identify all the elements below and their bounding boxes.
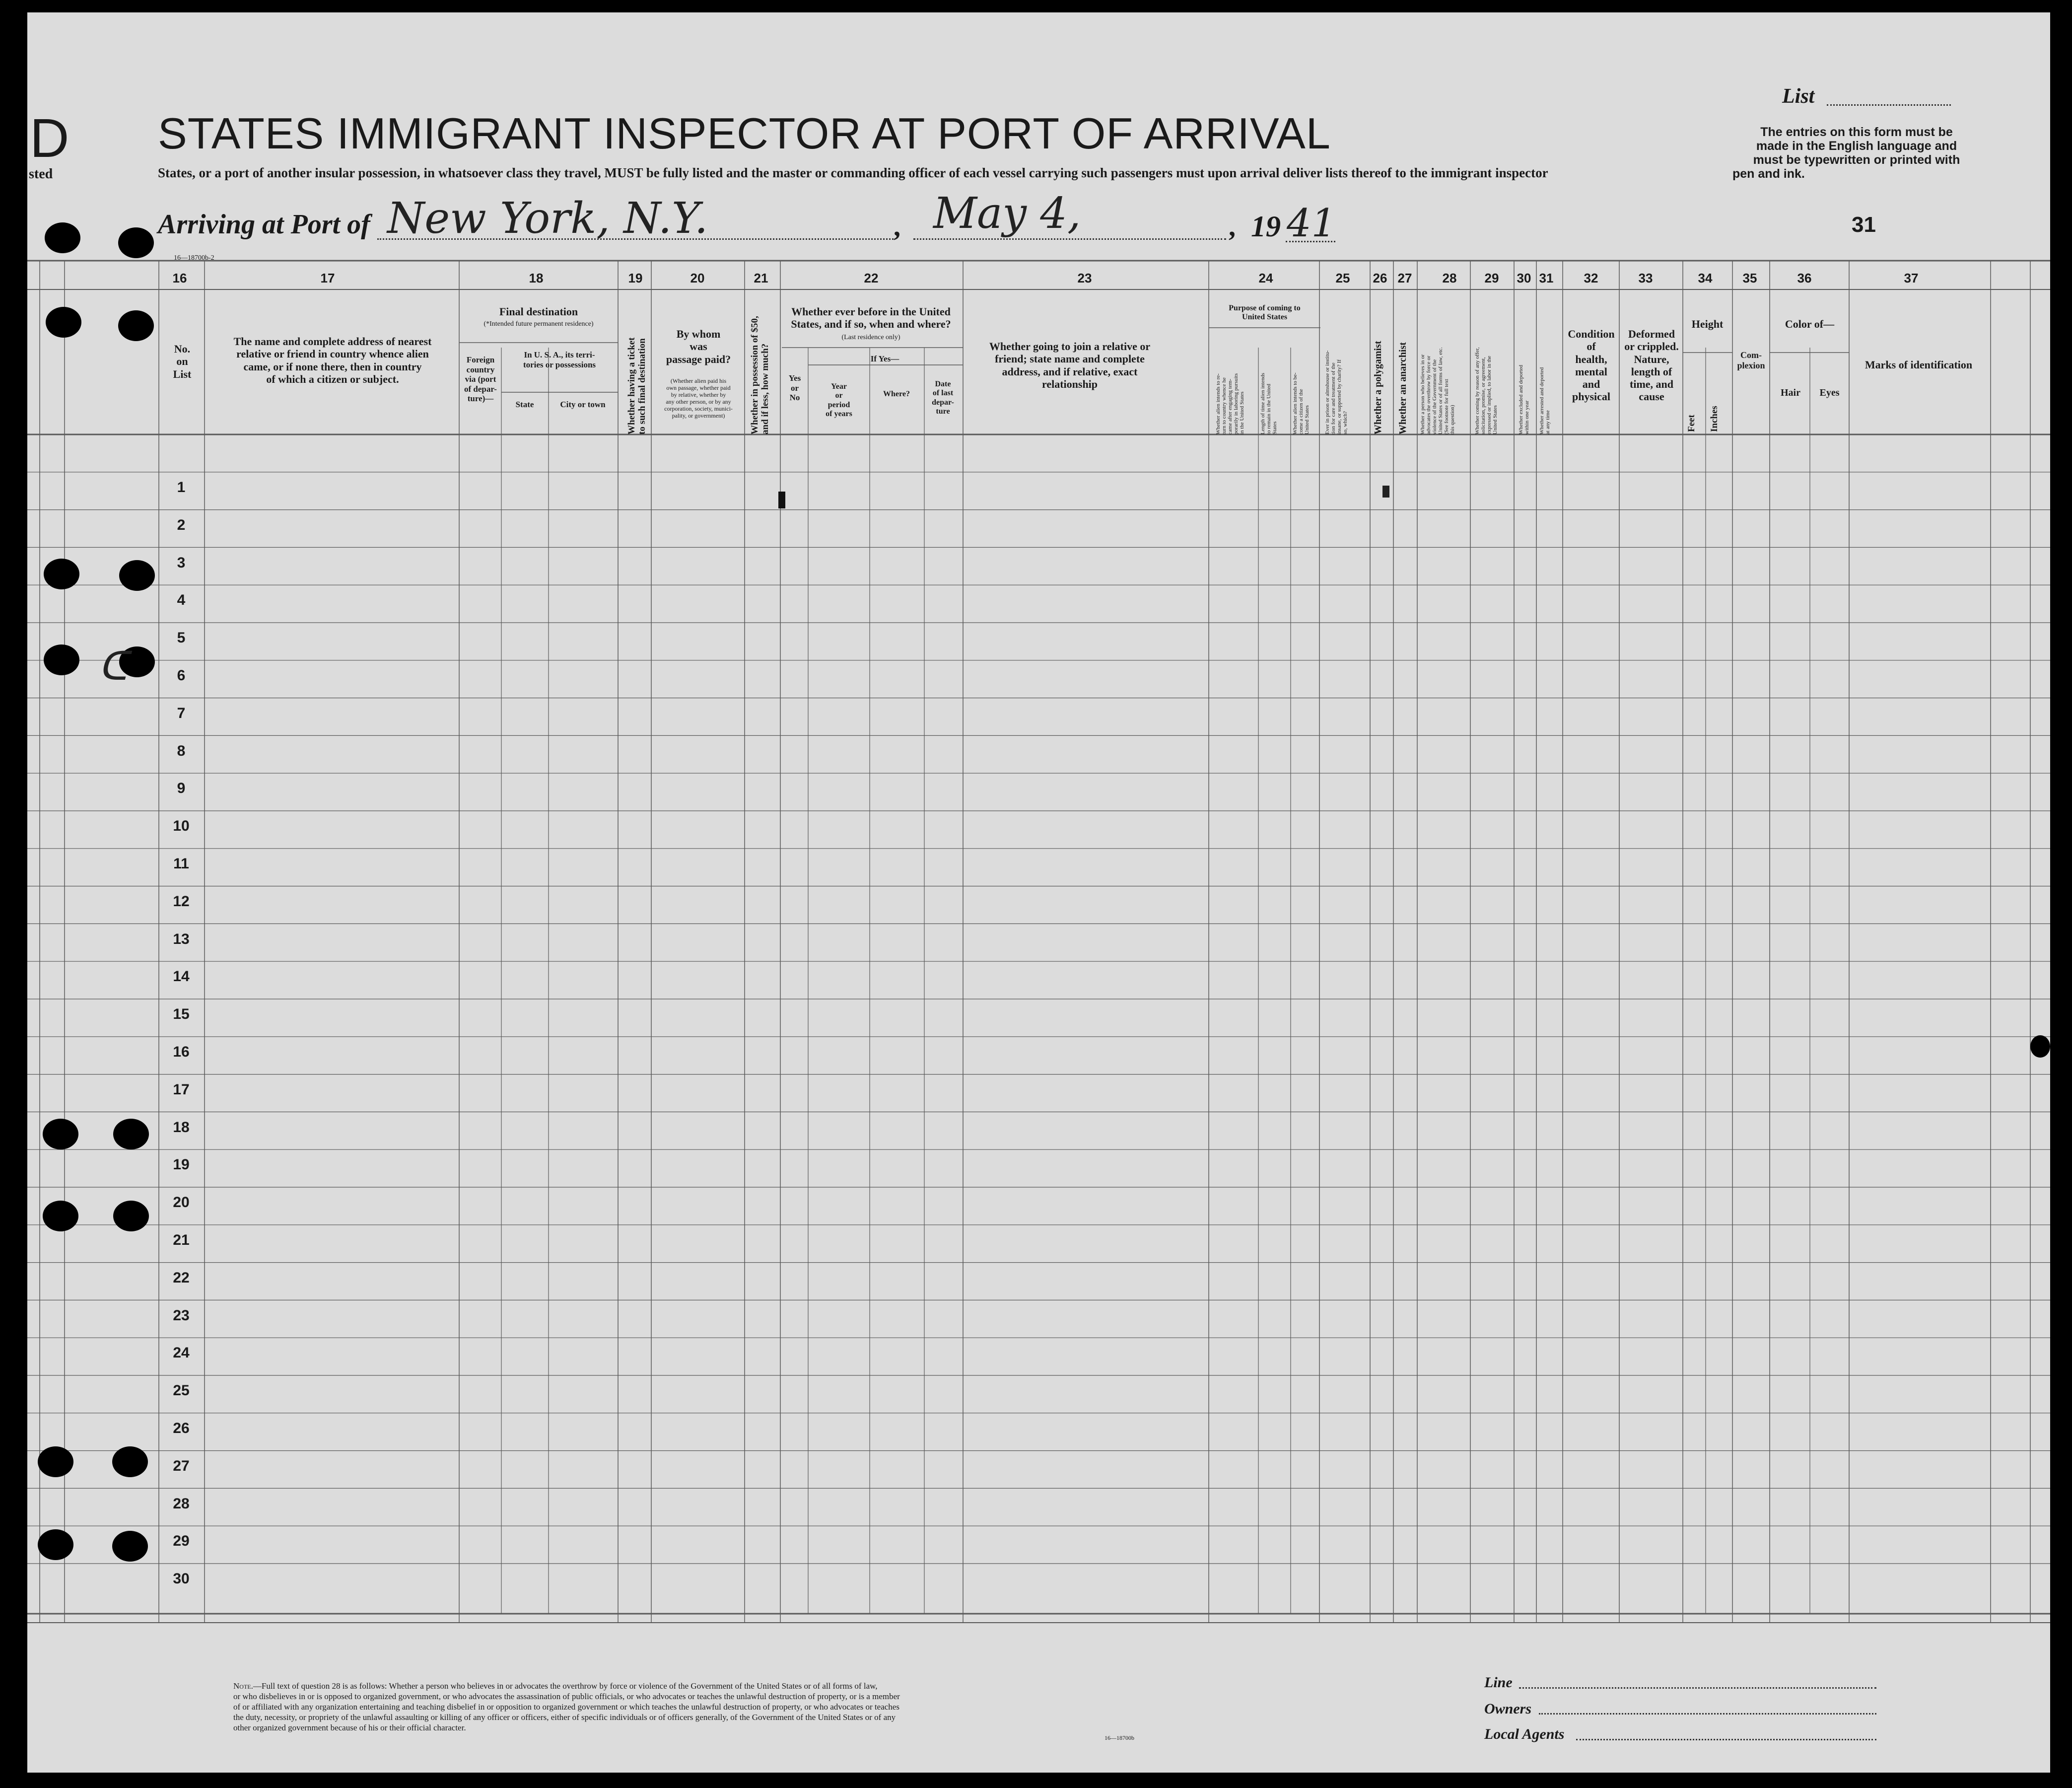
row-number: 2: [177, 516, 186, 533]
row-number: 13: [173, 930, 190, 947]
col-number-27: 27: [1397, 271, 1412, 286]
punch-hole: [44, 559, 79, 589]
punch-hole: [119, 560, 155, 591]
row-number: 20: [173, 1194, 190, 1211]
row-number: 25: [173, 1382, 190, 1399]
col-number-23: 23: [1077, 271, 1092, 286]
punch-hole: [113, 1119, 149, 1149]
row-number: 9: [177, 780, 186, 797]
form-number: 16—18700b: [1105, 1734, 1134, 1741]
col-number-18: 18: [529, 271, 544, 286]
instructions: The entries on this form must be made in the English language and must be typewritten or printed with pen and ink.: [1732, 125, 1960, 181]
punch-hole: [113, 1201, 149, 1231]
header-overthrow: Whether a person who believes in or advocates the overthrow by force or violence of the Government of the United States or of all forms of law, etc. (See footnote for full text this question): [1420, 347, 1455, 434]
col-number-16: 16: [172, 271, 187, 286]
row-number: 14: [173, 968, 190, 985]
header-year-period: Year or period of years: [826, 382, 852, 419]
row-number: 11: [173, 856, 189, 872]
owners-blank: [1539, 1713, 1876, 1715]
header-yes-or-no: Yes or No: [788, 373, 801, 403]
header-ever-before-note: (Last residence only): [841, 334, 900, 341]
header-anarchist: Whether an anarchist: [1397, 342, 1408, 434]
date-handwritten: May 4,: [933, 189, 1081, 238]
header-health: Condition of health, mental and physical: [1568, 328, 1615, 403]
local-agents-label: Local Agents: [1484, 1726, 1565, 1742]
line-label: Line: [1484, 1674, 1513, 1691]
row-number: 4: [177, 592, 186, 609]
year-printed: 19: [1251, 210, 1281, 243]
year-handwritten: 41: [1287, 201, 1336, 246]
header-passage-paid: By whom was passage paid?: [666, 328, 731, 365]
col-number-31: 31: [1539, 271, 1554, 286]
col-number-29: 29: [1484, 271, 1499, 286]
header-purpose-length: Length of time alien intends to remain in the United States: [1260, 372, 1278, 434]
header-height: Height: [1691, 318, 1724, 330]
header-purpose: Purpose of coming to United States: [1229, 304, 1301, 322]
col-number-30: 30: [1517, 271, 1531, 286]
header-city: City or town: [560, 400, 606, 409]
row-number: 7: [177, 705, 186, 721]
left-fragment-letter: D: [30, 108, 69, 169]
header-ticket: Whether having a ticket to such final destination: [626, 337, 647, 434]
ink-mark: [1382, 486, 1389, 498]
row-number: 23: [173, 1307, 190, 1324]
punch-hole: [45, 222, 80, 253]
header-complexion: Com- plexion: [1737, 350, 1765, 370]
header-where: Where?: [883, 390, 910, 398]
punch-hole: [118, 310, 154, 341]
header-foreign-country: Foreign country via (port of depar- ture)—: [464, 355, 497, 404]
col-number-25: 25: [1335, 271, 1350, 286]
header-polygamist: Whether a polygamist: [1373, 341, 1383, 434]
row-number: 26: [173, 1420, 190, 1436]
row-number: 21: [173, 1232, 190, 1248]
col-number-20: 20: [690, 271, 705, 286]
row-number: 12: [173, 893, 190, 910]
row-number: 15: [173, 1006, 190, 1023]
col-number-28: 28: [1442, 271, 1457, 286]
owners-label: Owners: [1484, 1701, 1532, 1717]
header-eyes: Eyes: [1819, 387, 1840, 398]
row-number: 6: [177, 667, 186, 684]
arriving-label: Arriving at Port of: [158, 209, 370, 240]
header-purpose-return: Whether alien intends to re- turn to country whence he came after engaging tem- porarily in laboring pursuits in the United States: [1215, 373, 1245, 434]
row-number: 28: [173, 1495, 190, 1512]
punch-hole: [38, 1529, 73, 1560]
header-final-destination: Final destination: [499, 305, 578, 318]
header-labor-offer: Whether coming by reason of any offer, solicitation, promise, or agreement, expressed or implied, to labor in the United States: [1474, 347, 1498, 434]
form-code-small: 16—18700b-2: [174, 254, 214, 262]
header-possession-50: Whether in possession of $50, and if less, how much?: [750, 316, 770, 434]
punch-hole: [38, 1446, 73, 1477]
row-number: 10: [173, 818, 190, 835]
header-nearest-relative: The name and complete address of nearest relative or friend in country whence alien came, or if none there, then in country of which a citizen or subject.: [233, 335, 432, 385]
punch-hole: [43, 1201, 78, 1231]
page-title: STATES IMMIGRANT INSPECTOR AT PORT OF ARRIVAL: [158, 109, 1331, 158]
header-arrested: Whether arrested and deported at any time: [1539, 367, 1551, 434]
col-number-34: 34: [1698, 271, 1713, 286]
header-hair: Hair: [1781, 387, 1800, 398]
header-state: State: [515, 400, 534, 409]
header-feet: Feet: [1686, 415, 1697, 432]
col-number-36: 36: [1797, 271, 1812, 286]
header-ever-before-us: Whether ever before in the United States, and if so, when and where?: [791, 305, 951, 331]
row-number: 27: [173, 1457, 190, 1474]
row-number: 8: [177, 742, 186, 759]
col-number-32: 32: [1584, 271, 1598, 286]
list-label: List: [1782, 85, 1815, 108]
row-number: 5: [177, 630, 186, 646]
footnote: Note.—Full text of question 28 is as follows: Whether a person who believes in or advocates the overthrow by force or violence of the Government of the United States or of all forms of law, or who disbelieves in or is opposed to organized government, or who advocates the assassination of public officials, or who advocates or teaches the unlawful destruction of property, or is a member of or affiliated with any organization entertaining and teaching disbelief in or opposition to organized government or which teaches the unlawful destruction of property, or who advocates or teaches the duty, necessity, or propriety of the unlawful assaulting or killing of any officer or officers, either of specific individuals or of officers generally, of the Government of the United States or of any other organized government because of his or their official character.: [233, 1681, 900, 1732]
punch-hole: [44, 644, 79, 675]
col-number-35: 35: [1742, 271, 1757, 286]
page-subtitle: States, or a port of another insular possession, in whatsoever class they travel, MUST be fully listed and the master or commanding officer of each vessel carrying such passengers must upon arrival deliver lists thereof to the immigrant inspector: [158, 165, 1548, 180]
header-excluded: Whether excluded and deported within one year: [1518, 364, 1530, 434]
row-number: 19: [173, 1156, 190, 1173]
header-final-destination-note: (*Intended future permanent residence): [483, 320, 594, 328]
header-color-of: Color of—: [1785, 318, 1835, 330]
header-passage-paid-note: (Whether alien paid his own passage, whether paid by relative, whether by any other person, or by any corporation, society, munici- pality, or government): [664, 377, 733, 419]
edge-notch: [2030, 1035, 2050, 1058]
header-joining-relative: Whether going to join a relative or friend; state name and complete address, and if relative, exact relationship: [989, 340, 1151, 390]
line-blank: [1519, 1687, 1876, 1689]
row-number: 18: [173, 1119, 190, 1136]
header-in-usa: In U. S. A., its terri- tories or possessions: [523, 350, 596, 369]
header-prison: Ever in prison or almshouse or institu- tion for care and treatment of the insane, or supported by charity? If so, which?: [1324, 350, 1348, 434]
comma-1: ,: [894, 212, 900, 242]
punch-hole: [118, 227, 154, 258]
punch-hole: [43, 1119, 78, 1149]
col-number-33: 33: [1638, 271, 1653, 286]
header-marks-identification: Marks of identification: [1865, 358, 1973, 371]
agents-blank: [1576, 1739, 1876, 1740]
row-number: 30: [173, 1571, 190, 1587]
row-number: 1: [177, 479, 186, 496]
punch-hole: [112, 1531, 148, 1562]
header-if-yes: If Yes—: [870, 354, 899, 363]
col-number-19: 19: [628, 271, 643, 286]
left-fragment-word: sted: [29, 166, 53, 182]
row-number: 3: [177, 554, 186, 571]
sheet-number: 31: [1852, 213, 1876, 237]
col-number-22: 22: [864, 271, 879, 286]
punch-hole: [46, 307, 81, 338]
punch-hole: [112, 1446, 148, 1477]
header-purpose-citizen: Whether alien intends to be- come a citizen of the United States: [1292, 372, 1310, 434]
row-number: 17: [173, 1081, 190, 1098]
header-inches: Inches: [1709, 406, 1720, 432]
col-number-17: 17: [320, 271, 335, 286]
row-number: 22: [173, 1269, 190, 1286]
header-no-on-list: No. on List: [173, 343, 192, 380]
col-number-21: 21: [754, 271, 768, 286]
col-number-37: 37: [1904, 271, 1919, 286]
comma-2: ,: [1229, 212, 1236, 242]
ink-mark: [778, 492, 785, 508]
row-number: 24: [173, 1345, 190, 1361]
row-number: 16: [173, 1044, 190, 1060]
port-handwritten: New York, N.Y.: [387, 194, 708, 243]
header-date-departure: Date of last depar- ture: [932, 380, 954, 416]
header-deformed: Deformed or crippled. Nature, length of time, and cause: [1624, 328, 1679, 403]
col-number-26: 26: [1373, 271, 1387, 286]
col-number-24: 24: [1258, 271, 1273, 286]
stray-mark: ᑕ: [98, 643, 128, 689]
row-number: 29: [173, 1533, 190, 1550]
